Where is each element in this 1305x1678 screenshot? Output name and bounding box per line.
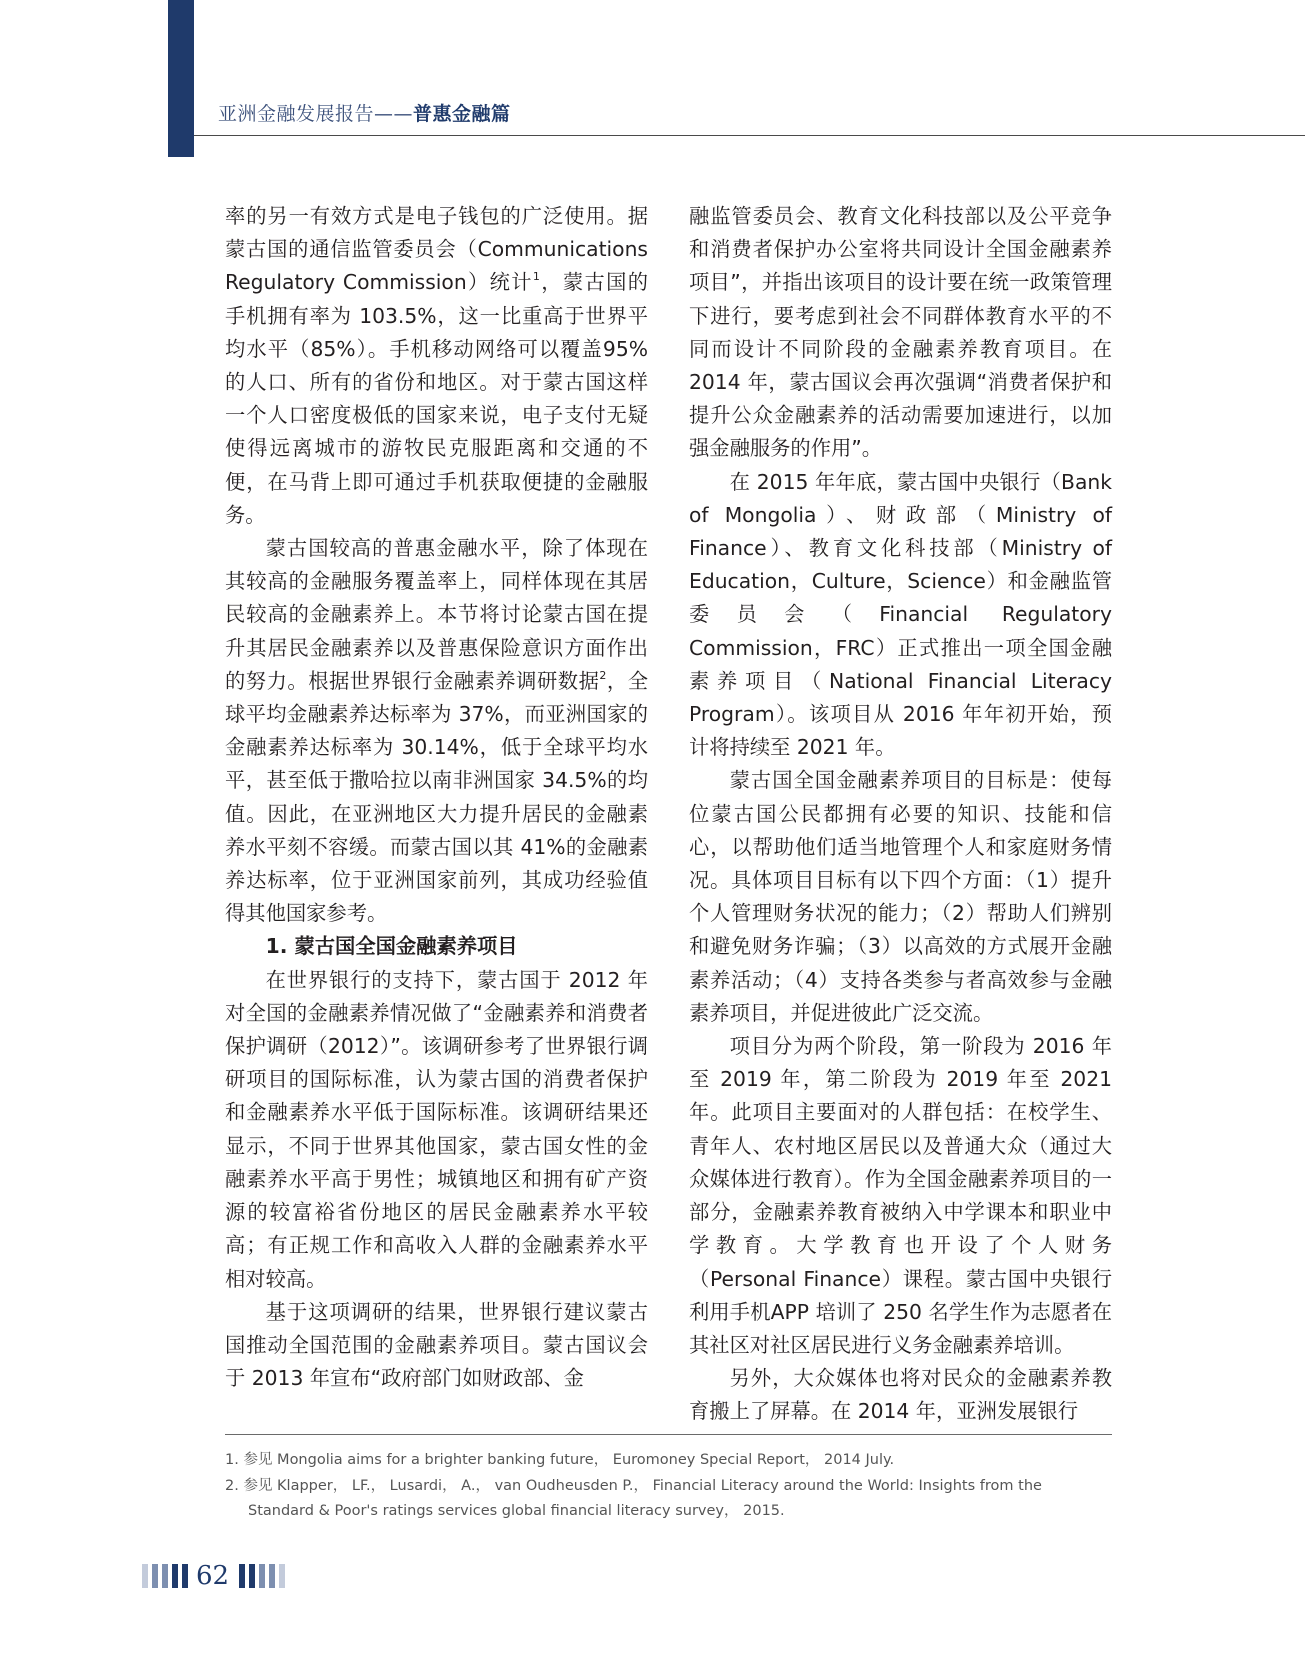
- marker-bar: [259, 1564, 265, 1588]
- paragraph: 在 2015 年年底，蒙古国中央银行（Bank of Mongolia）、财政部（Ministry of Finance）、教育文化科技部（Ministry of Education，Culture，Science）和金融监管委员会（Financial Regulatory Commission，FRC）正式推出一项全国金融素养项目（National Financial Literacy Program）。该项目从 2016 年年初开始，预计将持续至 2021 年。: [689, 469, 1112, 760]
- footnote-ref[interactable]: 2: [599, 669, 607, 683]
- paragraph: 融监管委员会、教育文化科技部以及公平竞争和消费者保护办公室将共同设计全国金融素养项目”，并指出该项目的设计要在统一政策管理下进行，要考虑到社会不同群体教育水平的不同而设计不同阶段的金融素养教育项目。在 2014 年，蒙古国议会再次强调“消费者保护和提升公众金融素养的活动需要加速进行，以加强金融服务的作用”。: [689, 204, 1112, 461]
- running-header-subtitle: 普惠金融篇: [413, 103, 511, 125]
- marker-bar: [279, 1564, 285, 1588]
- paragraph-text: 蒙古国较高的普惠金融水平，除了体现在其较高的金融服务覆盖率上，同样体现在其居民较高的金融素养上。本节将讨论蒙古国在提升其居民金融素养以及普惠保险意识方面作出的努力。根据世界银行金融素养调研数据: [225, 536, 648, 693]
- marker-bar: [172, 1564, 178, 1588]
- page-marker-left: [142, 1564, 192, 1588]
- running-header: [218, 99, 511, 126]
- left-column: [225, 200, 648, 1395]
- page-number-row: [142, 1560, 289, 1592]
- marker-bar: [269, 1564, 275, 1588]
- paragraph: [225, 532, 648, 930]
- marker-bar: [162, 1564, 168, 1588]
- paragraph: 项目分为两个阶段，第一阶段为 2016 年至 2019 年，第二阶段为 2019 年至 2021 年。此项目主要面对的人群包括：在校学生、青年人、农村地区居民以及普通大众（通过大众媒体进行教育）。作为全国金融素养项目的一部分，金融素养教育被纳入中学课本和职业中学教育。大学教育也开设了个人财务（Personal Finance）课程。蒙古国中央银行利用手机APP 培训了 250 名学生作为志愿者在其社区对社区居民进行义务金融素养培训。: [689, 1034, 1112, 1357]
- paragraph: 基于这项调研的结果，世界银行建议蒙古国推动全国范围的金融素养项目。蒙古国议会于 2013 年宣布“政府部门如财政部、金: [225, 1299, 648, 1391]
- running-header-title: 亚洲金融发展报告——: [218, 103, 414, 125]
- footnote-ref[interactable]: 1: [532, 270, 540, 284]
- marker-bar: [182, 1564, 188, 1588]
- paragraph-text: ，全球平均金融素养达标率为 37%，而亚洲国家的金融素养达标率为 30.14%，低于全球平均水平，甚至低于撒哈拉以南非洲国家 34.5%的均值。因此，在亚洲地区大力提升居民的金融素养水平刻不容缓。而蒙古国以其 41%的金融素养达标率，位于亚洲国家前列，其成功经验值得其他国家参考。: [225, 668, 648, 926]
- marker-bar: [142, 1564, 148, 1588]
- paragraph-text: 率的另一有效方式是电子钱包的广泛使用。据蒙古国的通信监管委员会（Communications Regulatory Commission）统计: [225, 204, 648, 295]
- paragraph-text: ，蒙古国的手机拥有率为 103.5%，这一比重高于世界平均水平（85%）。手机移动网络可以覆盖95%的人口、所有的省份和地区。对于蒙古国这样一个人口密度极低的国家来说，电子支付无疑使得远离城市的游牧民克服距离和交通的不便，在马背上即可通过手机获取便捷的金融服务。: [225, 270, 648, 527]
- footnotes: [225, 1448, 1112, 1525]
- footnote: 1. 参见 Mongolia aims for a brighter banking future， Euromoney Special Report， 2014 July.: [225, 1452, 895, 1468]
- header-accent-bar: [168, 0, 194, 157]
- section-heading: 1. 蒙古国全国金融素养项目: [265, 934, 518, 959]
- header-rule: [194, 135, 1305, 136]
- paragraph: 蒙古国全国金融素养项目的目标是：使每位蒙古国公民都拥有必要的知识、技能和信心，以帮助他们适当地管理个人和家庭财务情况。具体项目目标有以下四个方面：（1）提升个人管理财务状况的能力；（2）帮助人们辨别和避免财务诈骗；（3）以高效的方式展开金融素养活动；（4）支持各类参与者高效参与金融素养项目，并促进彼此广泛交流。: [689, 768, 1112, 1025]
- paragraph: 另外，大众媒体也将对民众的金融素养教育搬上了屏幕。在 2014 年，亚洲发展银行: [689, 1366, 1112, 1424]
- footnote-rule: [225, 1434, 1112, 1435]
- page-number: 62: [196, 1561, 230, 1591]
- marker-bar: [152, 1564, 158, 1588]
- page-marker-right: [239, 1564, 289, 1588]
- paragraph: [225, 200, 648, 532]
- right-column: [689, 200, 1112, 1429]
- marker-bar: [239, 1564, 245, 1588]
- paragraph: 在世界银行的支持下，蒙古国于 2012 年对全国的金融素养情况做了“金融素养和消费者保护调研（2012）”。该调研参考了世界银行调研项目的国际标准，认为蒙古国的消费者保护和金融素养水平低于国际标准。该调研结果还显示，不同于世界其他国家，蒙古国女性的金融素养水平高于男性；城镇地区和拥有矿产资源的较富裕省份地区的居民金融素养水平较高；有正规工作和高收入人群的金融素养水平相对较高。: [225, 967, 648, 1291]
- footnote: 2. 参见 Klapper， LF.， Lusardi， A.， van Oudheusden P.， Financial Literacy around the World: Insights from the Standard & Poor's ratings services global financial literacy survey， 2015.: [225, 1477, 1042, 1519]
- marker-bar: [249, 1564, 255, 1588]
